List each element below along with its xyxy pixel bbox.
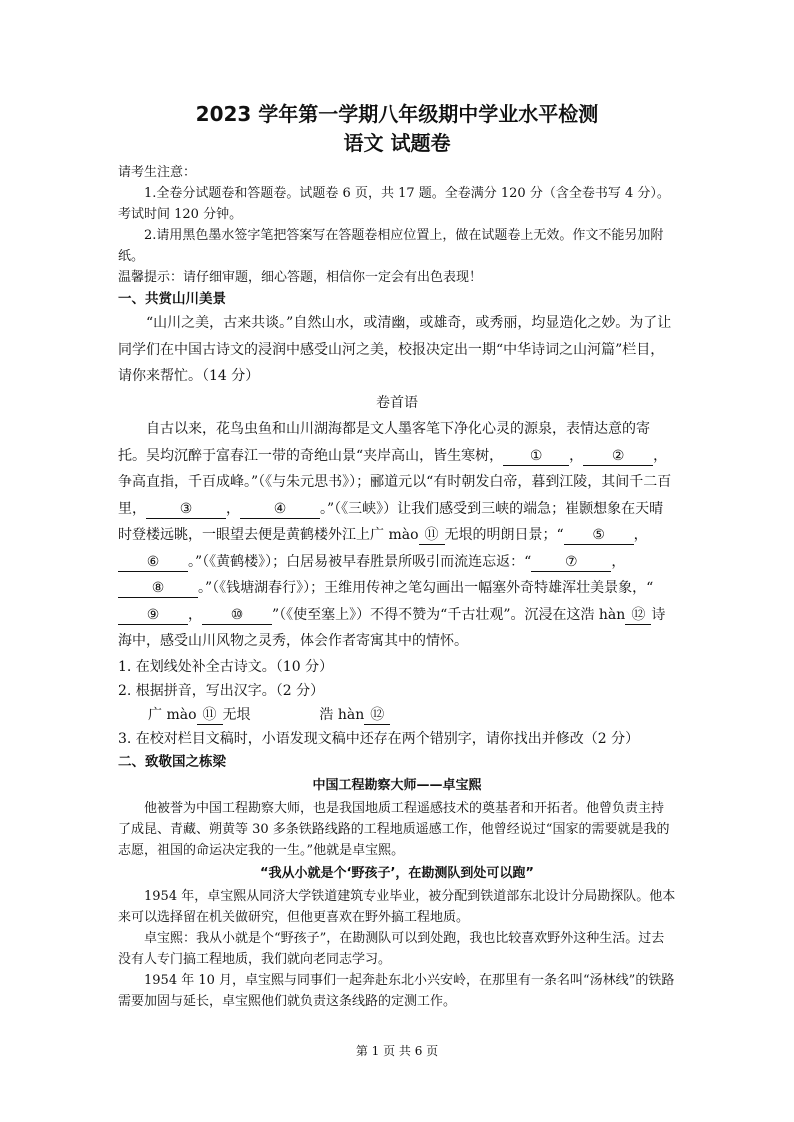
blank-12: ⑫ (625, 607, 651, 625)
blank-7: ⑦ (531, 554, 611, 572)
blank-4: ④ (240, 501, 320, 519)
notice-tip: 温馨提示：请仔细审题，细心答题，相信你一定会有出色表现！ (118, 270, 483, 285)
notice-item-2: 2.请用黑色墨水签字笔把答案写在答题卷相应位置上，做在试题卷上无效。作文不能另加附纸。 (118, 228, 664, 264)
article-subtitle: “我从小就是个‘野孩子’，在勘测队到处可以跑” (260, 865, 534, 881)
notice-item-1: 1.全卷分试题卷和答题卷。试题卷 6 页，共 17 题。全卷满分 120 分（含全卷书写 4 分）。考试时间 120 分钟。 (118, 186, 670, 222)
section-1-intro: “山川之美，古来共谈。”自然山水，或清幽，或雄奇，或秀丽，均显造化之妙。为了让同学们在中国古诗文的浸润中感受山河之美，校报决定出一期“中华诗词之山河篇”栏目，请你来帮忙。（14 分） (118, 315, 672, 384)
blank-5: ⑤ (564, 527, 634, 545)
column-title: 卷首语 (376, 394, 418, 411)
blank-3: ③ (146, 501, 226, 519)
article-paragraph-2: 1954 年，卓宝熙从同济大学铁道建筑专业毕业，被分配到铁道部东北设计分局勘探队。他本来可以选择留在机关做研究，但他更喜欢在野外搞工程地质。 (118, 888, 676, 925)
section-1-heading: 一、共赏山川美景 (118, 291, 226, 307)
preface-text: 争高直指，千百成峰。”（《与朱元思书》）；郦道元以“有时朝发白帝，暮到江陵，其间千二百里， (118, 474, 672, 517)
exam-subtitle: 语文 试题卷 (343, 131, 451, 155)
notice-block (118, 162, 676, 288)
preface-text: 。”（《钱塘湖春行》）；王维用传神之笔勾画出一幅塞外奇特雄浑壮美景象，“ (198, 580, 654, 596)
answer-blank-11[interactable]: ⑪ (197, 707, 223, 725)
article-paragraph-1: 他被誉为中国工程勘察大师，也是我国地质工程遥感技术的奠基者和开拓者。他曾负责主持了成昆、青藏、朔黄等 30 多条铁路线路的工程地质遥感工作，他曾经说过“国家的需要就是我的志愿，祖国的命运决定我的一生。”他就是卓宝熙。 (118, 800, 670, 858)
preface-text: 。”（《黄鹤楼》）；白居易被早春胜景所吸引而流连忘返：“ (188, 553, 532, 570)
blank-10: ⑩ (202, 607, 272, 625)
blank-1: ① (503, 448, 569, 466)
preface-paragraph: 自古以来，花鸟虫鱼和山川湖海都是文人墨客笔下净化心灵的源泉，表情达意的寄托。吴均沉醉于富春江一带的奇绝山景“夹岸高山，皆生寒树， ① ， ② ，争高直指，千百成峰。”（《与朱元思书》）；郦道元以“有时朝发白帝，暮到江陵，其间千二百里， ③ ， ④ 。”（《三峡》）让我们感受到三峡的端急；崔颢想象在天晴时登楼远眺，一眼望去便是黄鹤楼外江上广 mào ⑪ 无垠的明朗日景；“ ⑤ ，⑥ 。”（《黄鹤楼》）；白居易被早春胜景所吸引而流连忘返：“ ⑦ ，⑧ 。”（《钱塘湖春行》）；王维用传神之笔勾画出一幅塞外奇特雄浑壮美景象，“⑨ ， ⑩ ”（《使至塞上》）不得不赞为“千古壮观”。沉浸在这浩 hàn ⑫ 诗海中，感受山川风物之灵秀，体会作者寄寓其中的情怀。 (118, 421, 672, 649)
question-3: 3. 在校对栏目文稿时，小语发现文稿中还存在两个错别字，请你找出并修改（2 分） (118, 730, 640, 747)
pinyin-line: 广 mào ⑪ 无垠 浩 hàn ⑫ (118, 703, 676, 727)
exam-title: 2023 学年第一学期八年级期中学业水平检测 (195, 102, 599, 126)
blank-9: ⑨ (118, 607, 188, 625)
answer-blank-12[interactable]: ⑫ (364, 707, 390, 725)
question-1: 1. 在划线处补全古诗文。（10 分） (118, 658, 334, 675)
blank-6: ⑥ (118, 554, 188, 572)
blank-8: ⑧ (118, 580, 198, 598)
section-2-heading: 二、致敬国之栋梁 (118, 753, 226, 770)
preface-text: 自古以来，花鸟虫鱼和山川湖海都是文人墨客笔下净化心灵的源泉，表情达意的寄托。吴均沉醉于富春江一带的奇绝山景“夹岸高山，皆生寒树， (118, 421, 650, 464)
preface-text: 无垠的明朗日景；“ (444, 527, 564, 543)
article-paragraph-3: 卓宝熙：我从小就是个“野孩子”，在勘测队可以到处跑，我也比较喜欢野外这种生活。过去没有人专门搞工程地质，我们就向老同志学习。 (118, 930, 665, 967)
article-title: 中国工程勘察大师——卓宝熙 (312, 777, 482, 793)
preface-text: 。”（《三峡》）让我们感受到三峡的端急；崔颢想象在天晴时登楼远眺，一眼望去便是黄鹤楼外江上广 mào (118, 500, 664, 543)
blank-2: ② (583, 448, 653, 466)
page-number: 第 1 页 共 6 页 (355, 1044, 439, 1058)
question-2: 2. 根据拼音，写出汉字。（2 分） (118, 682, 325, 699)
blank-11: ⑪ (419, 527, 445, 545)
notice-heading: 请考生注意： (118, 165, 197, 180)
preface-text: ”（《使至塞上》）不得不赞为“千古壮观”。沉浸在这浩 hàn (272, 606, 626, 623)
preface-text: 诗海中，感受山川风物之灵秀，体会作者寄寓其中的情怀。 (118, 606, 666, 649)
article-paragraph-4: 1954 年 10 月，卓宝熙与同事们一起奔赴东北小兴安岭，在那里有一条名叫“汤林线”的铁路需要加固与延长，卓宝熙他们就负责这条线路的定测工作。 (118, 972, 675, 1009)
